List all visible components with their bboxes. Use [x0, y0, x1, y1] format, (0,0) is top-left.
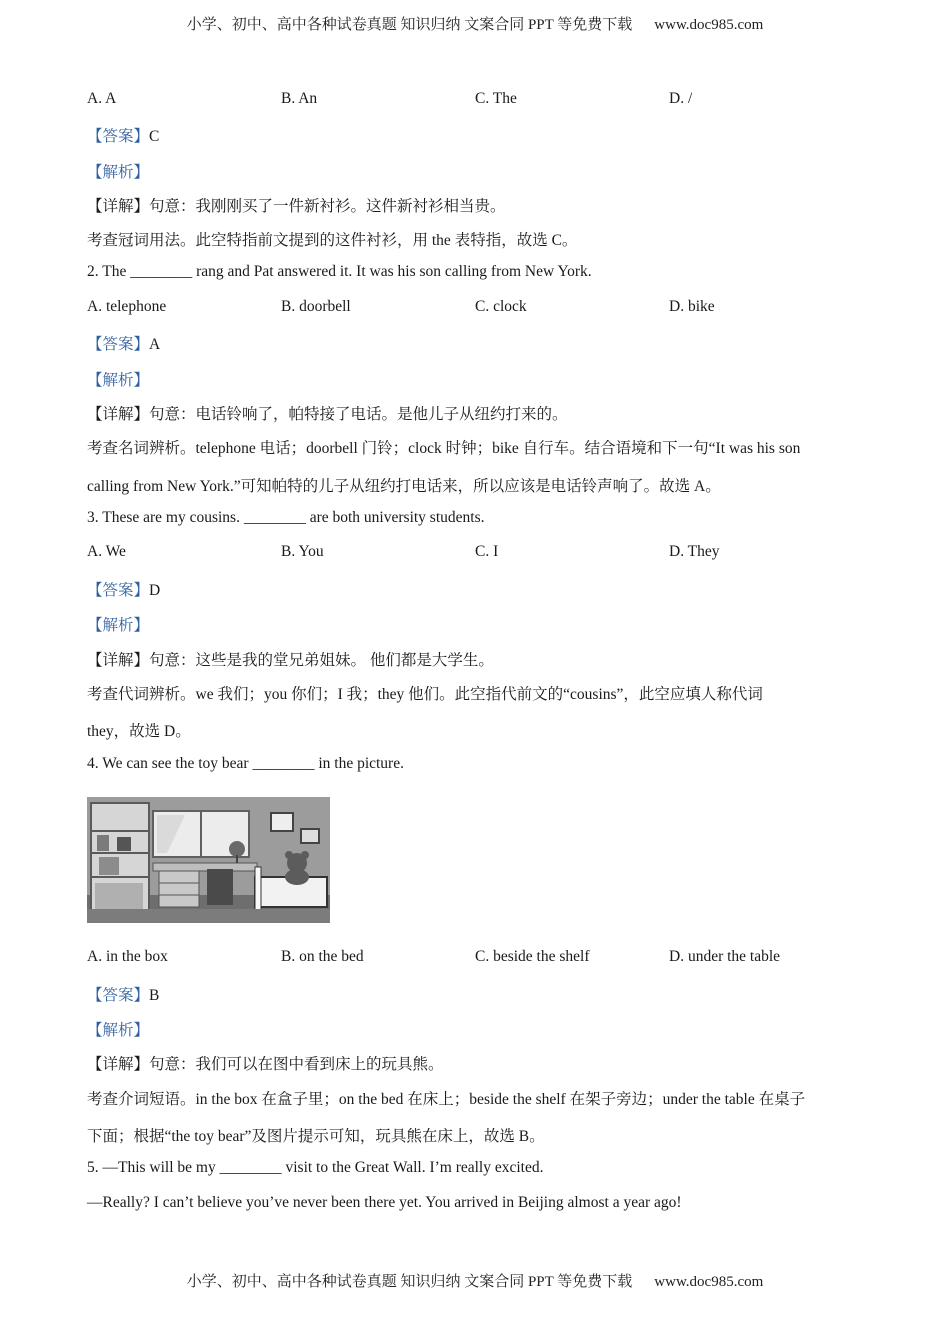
detail-tag: 【详解】	[87, 198, 150, 215]
answer-value: D	[149, 582, 161, 599]
q4-stem: 4. We can see the toy bear ________ in the picture.	[87, 755, 404, 772]
q2-answer	[87, 332, 160, 354]
q2-explain-line2: calling from New York.”可知帕特的儿子从纽约打电话来，所以应该是电话铃声响了。故选 A。	[87, 478, 721, 495]
detail-text: 句意：电话铃响了，帕特接了电话。是他儿子从纽约打来的。	[149, 406, 568, 423]
header-site: www.doc985.com	[654, 17, 764, 33]
detail-text: 句意：我刚刚买了一件新衬衫。这件新衬衫相当贵。	[149, 198, 506, 215]
q3-detail	[87, 648, 494, 670]
page-header	[0, 13, 950, 34]
answer-value: A	[149, 336, 161, 353]
q2-option-d: D. bike	[669, 298, 715, 315]
answer-tag: 【答案】	[87, 987, 150, 1004]
q3-option-c: C. I	[475, 543, 499, 560]
q1-detail	[87, 194, 506, 216]
q2-detail	[87, 402, 568, 424]
page-footer	[0, 1270, 950, 1291]
q2-analysis-tag: 【解析】	[87, 372, 150, 389]
q5-stem-line1: 5. —This will be my ________ visit to the Great Wall. I’m really excited.	[87, 1159, 544, 1176]
q3-option-b: B. You	[281, 543, 324, 560]
q3-answer	[87, 578, 160, 600]
q1-analysis-tag: 【解析】	[87, 164, 150, 181]
q4-option-a: A. in the box	[87, 948, 168, 965]
answer-tag: 【答案】	[87, 128, 150, 145]
q5-stem-line2: —Really? I can’t believe you’ve never been there yet. You arrived in Beijing almost a year ago!	[87, 1194, 682, 1211]
q4-option-d: D. under the table	[669, 948, 781, 965]
detail-tag: 【详解】	[87, 1056, 150, 1073]
q4-analysis-tag: 【解析】	[87, 1022, 150, 1039]
detail-tag: 【详解】	[87, 652, 150, 669]
q1-option-d: D. /	[669, 90, 693, 107]
detail-text: 句意：我们可以在图中看到床上的玩具熊。	[149, 1056, 444, 1073]
q4-explain-line1: 考查介词短语。in the box 在盒子里；on the bed 在床上；beside the shelf 在架子旁边；under the table 在桌子	[87, 1091, 806, 1108]
q2-option-a: A. telephone	[87, 298, 167, 315]
footer-text: 小学、初中、高中各种试卷真题 知识归纳 文案合同 PPT 等免费下载	[186, 1274, 633, 1290]
q1-option-c: C. The	[475, 90, 517, 107]
q3-stem: 3. These are my cousins. ________ are both university students.	[87, 509, 485, 526]
q2-explain-line1: 考查名词辨析。telephone 电话；doorbell 门铃；clock 时钟；bike 自行车。结合语境和下一句“It was his son	[87, 440, 801, 457]
q3-explain-line1: 考查代词辨析。we 我们；you 你们；I 我；they 他们。此空指代前文的“cousins”，此空应填人称代词	[87, 686, 763, 703]
q2-stem: 2. The ________ rang and Pat answered it. It was his son calling from New York.	[87, 263, 592, 280]
q1-option-b: B. An	[281, 90, 318, 107]
q4-explain-line2: 下面；根据“the toy bear”及图片提示可知，玩具熊在床上，故选 B。	[87, 1128, 545, 1145]
q3-option-a: A. We	[87, 543, 126, 560]
answer-tag: 【答案】	[87, 582, 150, 599]
q1-option-a: A. A	[87, 90, 117, 107]
q4-answer	[87, 983, 159, 1005]
q3-explain-line2: they，故选 D。	[87, 723, 191, 740]
q2-option-b: B. doorbell	[281, 298, 351, 315]
q1-explain: 考查冠词用法。此空特指前文提到的这件衬衫，用 the 表特指，故选 C。	[87, 232, 578, 249]
detail-tag: 【详解】	[87, 406, 150, 423]
footer-site: www.doc985.com	[654, 1274, 764, 1290]
q3-option-d: D. They	[669, 543, 720, 560]
detail-text: 句意：这些是我的堂兄弟姐妹。 他们都是大学生。	[149, 652, 494, 669]
q3-analysis-tag: 【解析】	[87, 617, 150, 634]
answer-value: C	[149, 128, 160, 145]
answer-value: B	[149, 987, 160, 1004]
q4-option-b: B. on the bed	[281, 948, 364, 965]
q4-option-c: C. beside the shelf	[475, 948, 590, 965]
room-picture	[87, 797, 330, 923]
q1-answer	[87, 124, 159, 146]
answer-tag: 【答案】	[87, 336, 150, 353]
header-text: 小学、初中、高中各种试卷真题 知识归纳 文案合同 PPT 等免费下载	[186, 17, 633, 33]
q4-detail	[87, 1052, 444, 1074]
q2-option-c: C. clock	[475, 298, 527, 315]
